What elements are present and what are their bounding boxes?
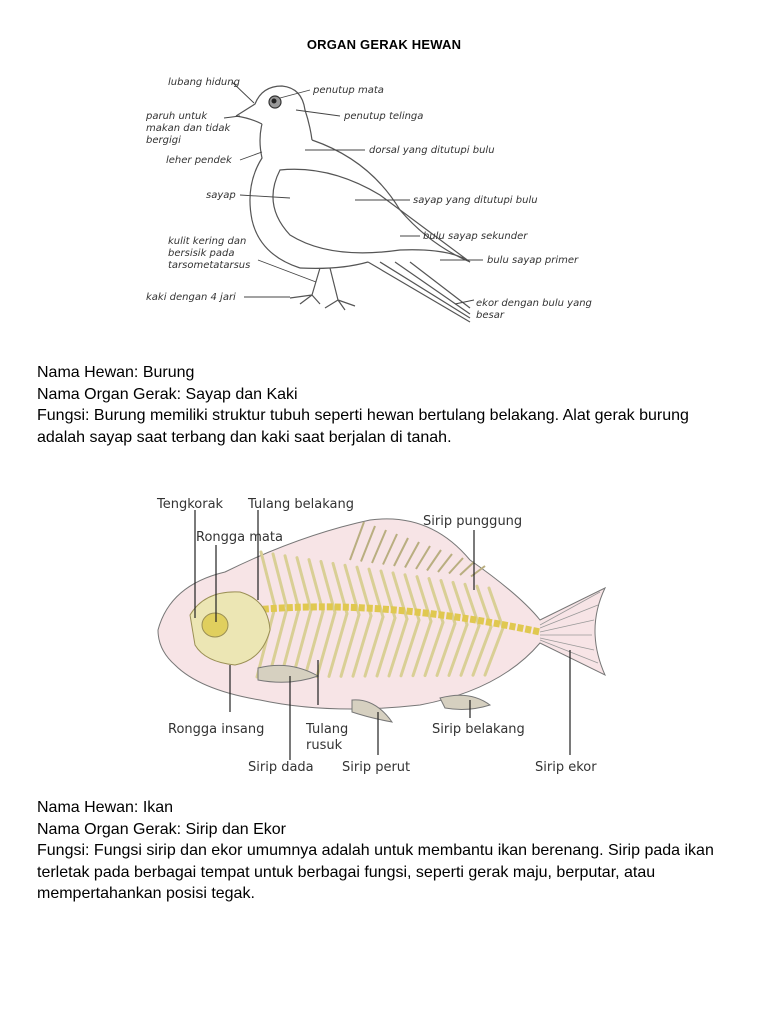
fish-description [37,797,737,905]
fish-label-ribs: rusuk [306,738,343,753]
bird-label-tail: ekor dengan bulu yang [476,298,592,309]
fish-name: Nama Hewan: Ikan [37,799,174,816]
bird-label-beak: paruh untuk [146,111,208,122]
bird-description [37,362,737,448]
bird-label-eyelid: penutup mata [313,85,384,96]
bird-label-dorsal: dorsal yang ditutupi bulu [369,145,495,156]
bird-label-wing-feathers: sayap yang ditutupi bulu [413,195,538,206]
bird-diagram [140,65,610,330]
bird-label-tail: besar [476,310,504,321]
bird-label-nostril: lubang hidung [168,77,240,88]
bird-label-ear: penutup telinga [344,111,424,122]
bird-function: Fungsi: Burung memiliki struktur tubuh seperti hewan bertulang belakang. Alat gerak burung adalah sayap saat terbang dan kaki saat berjalan di tanah. [37,407,689,446]
bird-label-wing: sayap [206,190,236,201]
bird-label-skin: tarsometatarsus [168,260,251,271]
bird-label-neck: leher pendek [166,155,232,166]
bird-name: Nama Hewan: Burung [37,364,195,381]
fish-function: Fungsi: Fungsi sirip dan ekor umumnya adalah untuk membantu ikan berenang. Sirip pada ikan terletak pada berbagai tempat untuk berbagai fungsi, seperti gerak maju, berputar, atau mempertahankan posisi tegak. [37,842,714,902]
bird-label-beak: bergigi [146,135,181,146]
fish-label-gill-cavity: Rongga insang [168,722,265,737]
fish-label-skull: Tengkorak [157,497,224,512]
fish-label-ribs: Tulang [306,722,349,737]
bird-label-beak: makan dan tidak [146,123,231,134]
bird-label-skin: kulit kering dan [168,236,247,247]
fish-diagram [150,485,610,780]
fish-label-pelvic-fin: Sirip perut [342,760,411,775]
bird-organ: Nama Organ Gerak: Sayap dan Kaki [37,385,298,403]
fish-organ: Nama Organ Gerak: Sirip dan Ekor [37,820,286,838]
fish-label-anal-fin: Sirip belakang [432,722,525,737]
bird-label-secondary: bulu sayap sekunder [423,231,528,242]
fish-label-spine: Tulang belakang [248,497,354,512]
bird-label-foot: kaki dengan 4 jari [146,292,236,303]
fish-label-eye-socket: Rongga mata [196,530,283,545]
page-title: ORGAN GERAK HEWAN [306,37,462,52]
fish-label-pectoral-fin: Sirip dada [248,760,314,775]
bird-label-primary: bulu sayap primer [487,255,579,266]
fish-label-dorsal-fin: Sirip punggung [423,514,523,529]
bird-label-skin: bersisik pada [168,248,235,259]
fish-label-tail-fin: Sirip ekor [535,760,597,775]
